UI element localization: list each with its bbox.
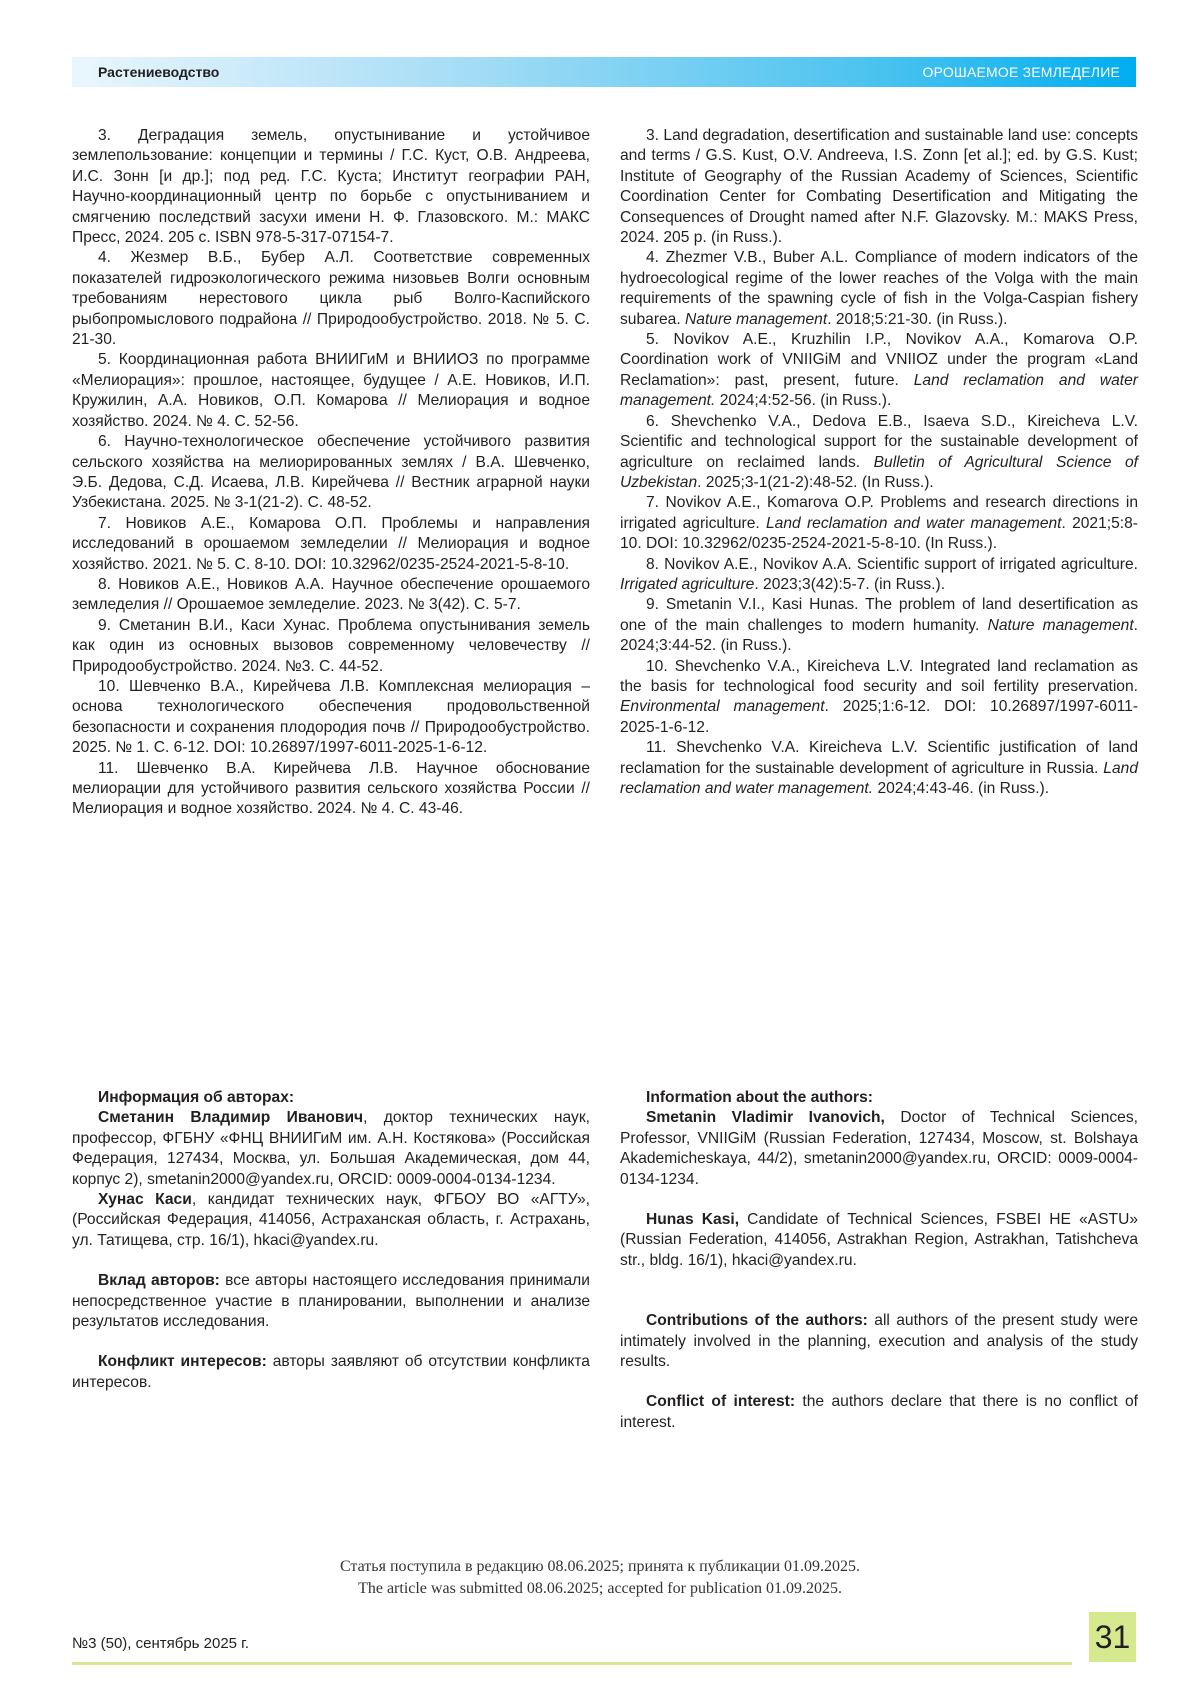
ref-text: 11. Shevchenko V.A. Kireicheva L.V. Scientific justification of land reclamation for the sustainable development of agriculture in Russia. (620, 739, 1138, 777)
ref-journal: Irrigated agriculture (620, 575, 755, 593)
reference-item: 8. Новиков А.Е., Новиков А.А. Научное обеспечение орошаемого земледелия // Орошаемое земледелие. 2023. № 3(42). С. 5-7. (72, 575, 590, 614)
conflict-label: Conflict of interest: (646, 1393, 796, 1411)
reference-item: 3. Деградация земель, опустынивание и устойчивое землепользование: концепции и термины / Г.С. Куст, О.В. Андреева, И.С. Зонн [и др.]; под ред. Г.С. Куста; Институт географии РАН, Научно-координационный центр по борьбе с опустыниванием и смягчению последствий засухи имени Н. Ф. Глазовского. М.: МАКС Пресс, 2024. 205 с. ISBN 978-5-317-07154-7. (72, 127, 590, 247)
author-details: , кандидат технических наук, ФГБОУ ВО «АГТУ», (Российская Федерация, 414056, Астраханская область, г. Астрахань, ул. Татищева, стр. 16/1), hkaci@yandex.ru. (72, 1191, 590, 1249)
ref-journal: Land reclamation and water management. (620, 371, 1138, 410)
contributions (72, 1271, 590, 1332)
reference-item: 5. Координационная работа ВНИИГиМ и ВНИИОЗ по программе «Мелиорация»: прошлое, настоящее, будущее / А.Е. Новиков, И.П. Кружилин, А.А. Новиков, О.П. Комарова // Мелиорация и водное хозяйство. 2024. № 4. С. 52-56. (72, 351, 590, 430)
reference-item: 4. Жезмер В.Б., Бубер А.Л. Соответствие современных показателей гидроэкологического режима низовьев Волги основным требованиям нерестового цикла рыб Волго-Каспийского рыбопромыслового подрайона // Природообустройство. 2018. № 5. С. 21-30. (72, 249, 590, 349)
author-entry (72, 1190, 590, 1251)
author-details: Candidate of Technical Sciences, FSBEI HE «ASTU» (Russian Federation, 414056, Astrakhan Region, Astrakhan, Tatishcheva str., bldg. 16/1), hkaci@yandex.ru. (620, 1211, 1139, 1269)
author-details: Doctor of Technical Sciences, Professor, VNIIGiM (Russian Federation, 127434, Moscow, st. Bolshaya Akademicheskaya, 44/2), smetanin2000@yandex.ru, ORCID: 0009-0004-0134-1234. (620, 1109, 1138, 1188)
author-details: , доктор технических наук, профессор, ФГБНУ «ФНЦ ВНИИГиМ им. А.Н. Костякова» (Российская Федерация, 127434, Москва, ул. Большая Академическая, дом 44, корпус 2), smetanin2000@yandex.ru, ORCID: 0009-0004-0134-1234. (72, 1109, 590, 1188)
author-entry (620, 1210, 1138, 1271)
reference-item (620, 657, 1138, 739)
references-ru (72, 126, 590, 820)
reference-item: 6. Научно-технологическое обеспечение устойчивого развития сельского хозяйства на мелиорированных землях / В.А. Шевченко, Э.Б. Дедова, С.Д. Исаева, Л.В. Кирейчева // Вестник аграрной науки Узбекистана. 2025. № 3-1(21-2). С. 48-52. (72, 433, 590, 512)
contributions-text: all authors of the present study were intimately involved in the planning, execution and analysis of the study results. (620, 1312, 1138, 1371)
ref-text: 2024;4:43-46. (in Russ.). (873, 780, 1050, 797)
author-info-heading: Information about the authors: (646, 1089, 873, 1106)
reference-item (620, 738, 1138, 799)
running-header (72, 57, 1136, 87)
ref-journal: Land reclamation and water management (766, 514, 1062, 532)
conflict-of-interest (620, 1392, 1138, 1433)
author-info-heading: Информация об авторах: (98, 1089, 295, 1106)
ref-journal: Environmental management (620, 698, 825, 716)
conflict-text: the authors declare that there is no conflict of interest. (620, 1393, 1138, 1431)
ref-journal: Land reclamation and water management. (620, 759, 1138, 797)
reference-item: 9. Сметанин В.И., Каси Хунас. Проблема опустынивания земель как один из основных вызовов современному человечеству // Природообустройство. 2024. №3. С. 44-52. (72, 616, 590, 675)
conflict-text: авторы заявляют об отсутствии конфликта интересов. (72, 1353, 590, 1391)
ref-text: 2024;4:52-56. (in Russ.). (715, 392, 892, 410)
contributions (620, 1311, 1138, 1372)
reference-item: 10. Шевченко В.А., Кирейчева Л.В. Комплексная мелиорация – основа технологического обеспечения продовольственной безопасности и сохранения плодородия почв // Природообустройство. 2025. № 1. С. 6-12. DOI: 10.26897/1997-6011-2025-1-6-12. (72, 677, 590, 757)
author-info-ru (72, 1088, 590, 1393)
ref-text: . 2024;3:44-52. (in Russ.). (620, 616, 1139, 655)
rubric-title: ОРОШАЕМОЕ ЗЕМЛЕДЕЛИЕ (922, 64, 1120, 80)
submission-dates (0, 1556, 1200, 1600)
ref-text: . 2025;1:6-12. DOI: 10.26897/1997-6011-2025-1-6-12. (620, 698, 1139, 736)
ref-text: . 2021;5:8-10. DOI: 10.32962/0235-2524-2021-5-8-10. (In Russ.). (620, 514, 1138, 553)
author-name: Hunas Kasi, (646, 1211, 740, 1229)
ref-text: 10. Shevchenko V.A., Kireicheva L.V. Integrated land reclamation as the basis for technological food security and soil fertility preservation. (620, 657, 1138, 695)
contributions-label: Contributions of the authors: (646, 1312, 868, 1330)
ref-text: 3. Land degradation, desertification and sustainable land use: concepts and terms / G.S. Kust, O.V. Andreeva, I.S. Zonn [et al.]; ed. by G.S. Kust; Institute of Geography of the Russian Academy of Sciences, Scientific Coordination Center for Combating Desertification and Mitigating the Consequences of Drought named after N.F. Glazovsky. M.: MAKS Press, 2024. 205 p. (in Russ.). (620, 127, 1138, 247)
ref-text: 7. Novikov A.E., Komarova O.P. Problems and research directions in irrigated agriculture. (620, 494, 1138, 532)
conflict-of-interest (72, 1352, 590, 1393)
author-name: Smetanin Vladimir Ivanovich, (646, 1109, 885, 1127)
dates-ru: Статья поступила в редакцию 08.06.2025; принята к публикации 01.09.2025. (339, 1558, 861, 1575)
reference-item (620, 555, 1138, 596)
ref-text: . 2025;3-1(21-2):48-52. (In Russ.). (697, 473, 934, 491)
issue-info: №3 (50), сентябрь 2025 г. (72, 1635, 249, 1652)
author-info-en (620, 1088, 1138, 1433)
author-name: Хунас Каси (98, 1191, 192, 1209)
ref-journal: Bulletin of Agricultural Science of Uzbekistan (620, 453, 1138, 491)
author-entry (620, 1108, 1138, 1190)
ref-journal: Nature management (685, 310, 828, 328)
conflict-label: Конфликт интересов: (98, 1353, 267, 1371)
section-title: Растениеводство (98, 64, 220, 80)
ref-text: 4. Zhezmer V.B., Buber A.L. Compliance of modern indicators of the hydroecological regime of the lower reaches of the Volga with the main requirements of the spawning cycle of fish in the Volga-Caspian fishery subarea. (620, 249, 1138, 328)
ref-text: 5. Novikov A.E., Kruzhilin I.P., Novikov A.A., Komarova O.P. Coordination work of VNIIGiM and VNIIOZ under the program «Land Reclamation»: past, present, future. (620, 331, 1138, 389)
ref-text: . 2023;3(42):5-7. (in Russ.). (754, 575, 946, 593)
reference-item: 11. Шевченко В.А. Кирейчева Л.В. Научное обоснование мелиорации для устойчивого развития сельского хозяйства России // Мелиорация и водное хозяйство. 2024. № 4. С. 43-46. (72, 759, 590, 818)
dates-en: The article was submitted 08.06.2025; accepted for publication 01.09.2025. (358, 1580, 842, 1597)
reference-item (620, 126, 1138, 248)
reference-item (620, 248, 1138, 330)
author-entry (72, 1108, 590, 1190)
ref-text: . 2018;5:21-30. (in Russ.). (827, 310, 1008, 328)
contributions-text: все авторы настоящего исследования принимали непосредственное участие в планировании, выполнении и анализе результатов исследования. (72, 1272, 590, 1331)
reference-item: 7. Новиков А.Е., Комарова О.П. Проблемы и направления исследований в орошаемом земледелии // Мелиорация и водное хозяйство. 2021. № 5. С. 8-10. DOI: 10.32962/0235-2524-2021-5-8-10. (72, 514, 590, 573)
reference-item (620, 493, 1138, 554)
footer-divider (72, 1662, 1072, 1665)
page-number: 31 (1089, 1612, 1136, 1662)
author-name: Сметанин Владимир Иванович (98, 1109, 364, 1127)
ref-text: 6. Shevchenko V.A., Dedova E.B., Isaeva S.D., Kireicheva L.V. Scientific and technological support for the sustainable development of agriculture on reclaimed lands. (620, 412, 1138, 471)
references-en (620, 126, 1138, 799)
contributions-label: Вклад авторов: (98, 1272, 220, 1290)
reference-item (620, 330, 1138, 412)
reference-item (620, 412, 1138, 494)
reference-item (620, 595, 1138, 656)
ref-text: 9. Smetanin V.I., Kasi Hunas. The problem of land desertification as one of the main challenges to modern humanity. (620, 596, 1138, 634)
ref-text: 8. Novikov A.E., Novikov A.A. Scientific support of irrigated agriculture. (646, 555, 1138, 573)
ref-journal: Nature management (987, 616, 1134, 634)
